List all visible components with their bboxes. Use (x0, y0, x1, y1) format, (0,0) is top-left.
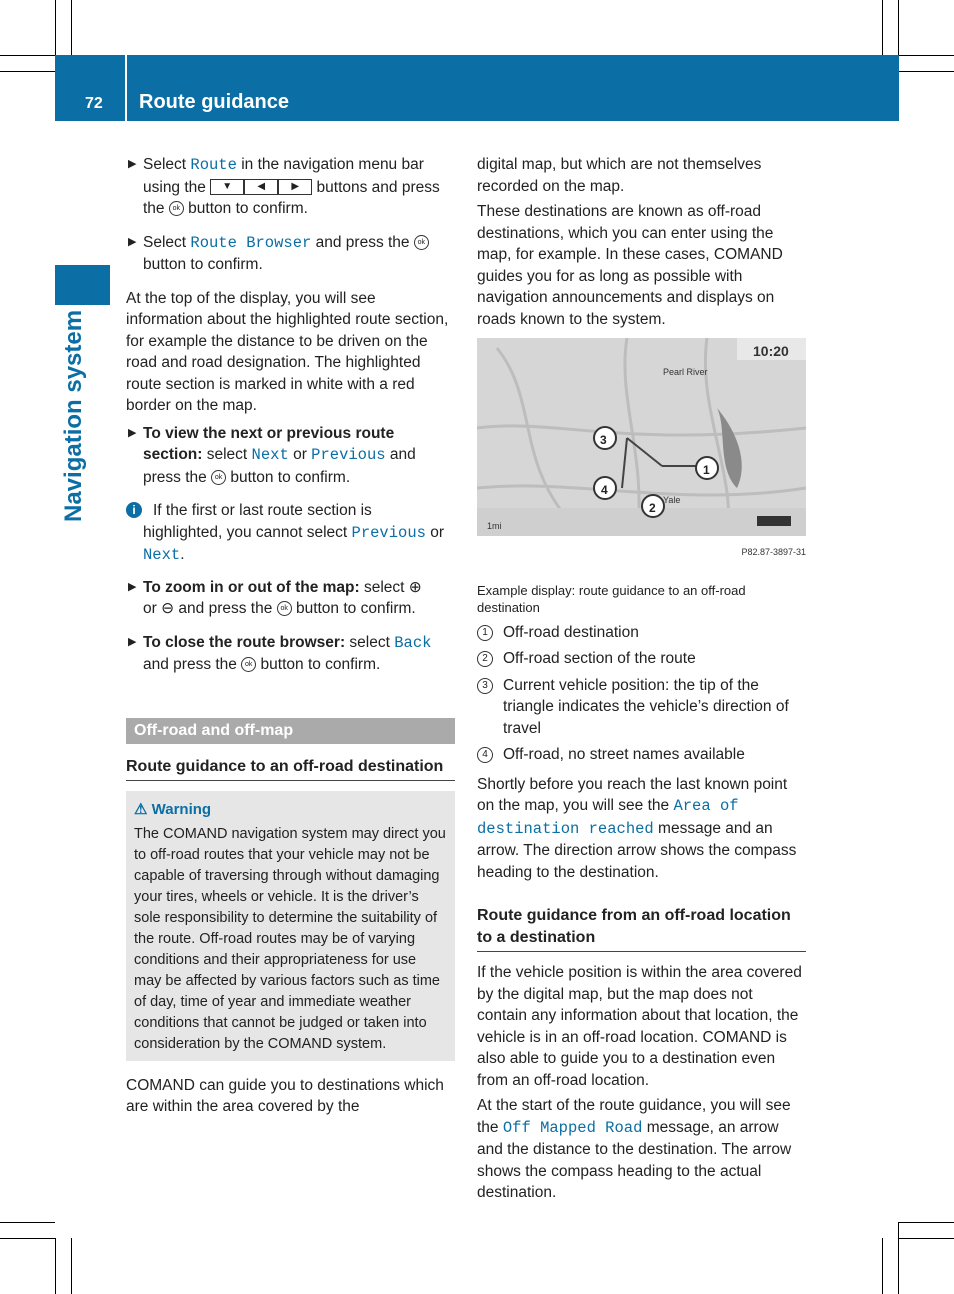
crop-mark (882, 0, 883, 55)
right-column (477, 154, 806, 1208)
instruction-close-browser (126, 632, 455, 676)
legend-number: 4 (477, 747, 493, 763)
map-marker-4: 4 (601, 483, 608, 497)
message-area-reached: Area of destination reached (477, 797, 739, 838)
crop-mark (899, 1238, 954, 1239)
message-off-mapped-road: Off Mapped Road (502, 1118, 643, 1137)
arrow-icon: ▶ (128, 235, 137, 248)
map-scale: 1mi (487, 521, 502, 531)
bold-text: To close the route browser: (143, 633, 346, 651)
text: button to confirm. (226, 468, 351, 486)
warning-header (134, 799, 447, 820)
text: If the first or last route section is highlighted, you cannot select (143, 502, 372, 541)
map-marker-3: 3 (600, 433, 607, 447)
crop-mark (899, 55, 954, 56)
text: button to confirm. (183, 200, 308, 217)
legend-item (477, 648, 806, 670)
text: and press the (311, 233, 414, 251)
map-caption: Example display: route guidance to an off-road destination (477, 582, 746, 615)
crop-mark (71, 0, 72, 55)
section-heading: Off-road and off-map (126, 718, 455, 744)
menu-previous: Previous (351, 523, 426, 542)
menu-back: Back (394, 633, 432, 652)
map-marker-2: 2 (649, 501, 656, 515)
crop-mark (898, 0, 899, 55)
text: select (202, 446, 252, 463)
arrow-icon: ▶ (128, 158, 137, 170)
crop-mark (0, 55, 55, 56)
instruction-next-previous (126, 423, 455, 489)
text: button to confirm. (143, 256, 263, 273)
instruction-zoom (126, 577, 455, 620)
right-button-icon: ▶ (278, 179, 312, 195)
crop-mark (899, 71, 954, 72)
side-label-text: Navigation system (60, 309, 87, 522)
crop-mark (0, 71, 55, 72)
warning-icon: ⚠ (134, 800, 148, 818)
left-button-icon: ◀ (244, 179, 278, 195)
legend-text: Off-road destination (503, 623, 639, 641)
text: and press the (143, 446, 416, 486)
text: buttons and press the (143, 178, 440, 217)
info-note (126, 500, 455, 567)
ok-button-icon: ok (241, 657, 256, 672)
map-town-yale: Yale (663, 495, 681, 505)
subheading-offroad-destination: Route guidance to an off-road destination (126, 756, 455, 781)
subheading-offroad-location: Route guidance from an off-road location to a destination (477, 905, 806, 952)
arrow-icon: ▶ (128, 426, 137, 439)
menu-next: Next (251, 446, 289, 464)
menu-route: Route (190, 156, 237, 174)
map-town-pearl-river: Pearl River (663, 367, 708, 377)
legend-item (477, 622, 806, 644)
ok-button-icon: ok (414, 235, 429, 250)
text: and press the (174, 600, 277, 617)
map-code: P82.87-3897-31 (741, 547, 806, 557)
text: Select (143, 156, 191, 173)
legend-text: Off-road section of the route (503, 650, 696, 667)
legend-number: 1 (477, 625, 493, 641)
bold-text: To zoom in or out of the map: (143, 578, 360, 596)
text: message and an arrow. The direction arrow shows the compass heading to the destination. (477, 819, 797, 881)
text: or (288, 446, 312, 463)
text: or (143, 600, 162, 617)
down-button-icon: ▼ (210, 179, 244, 195)
ok-button-icon: ok (169, 201, 184, 216)
paragraph-off-mapped-road (477, 1095, 806, 1204)
paragraph-area-reached (477, 774, 806, 884)
legend-item (477, 744, 806, 766)
text: in the navigation menu bar using the (143, 156, 424, 196)
crop-mark (0, 1238, 55, 1239)
paragraph-offroad-location: If the vehicle position is within the area covered by the digital map, but the map does not contain any information about that location, the vehicle is in an off-road location. COMAND is also able to guide you to a destination even from an off-road location. (477, 964, 802, 1089)
text: and press the (143, 656, 242, 673)
legend-text: Current vehicle position: the tip of the triangle indicates the vehicle’s direction of travel (503, 676, 789, 737)
warning-text: The COMAND navigation system may direct you to off-road routes that your vehicle may not be capable of traversing through without damaging your tires, wheels or vehicle. It is the driver’s sole responsibility to determine the suitability of the route. Off-road routes may be of varying conditions and their appropriateness for use may be affected by various factors such as time of day, time of year and immediate weather conditions that cannot be judged or taken into consideration by the COMAND system. (134, 825, 446, 1052)
paragraph-digital-map: digital map, but which are not themselves recorded on the map. (477, 156, 762, 195)
page-title: Route guidance (139, 91, 290, 113)
text: Shortly before you reach the last known point on the map, you will see the (477, 775, 788, 814)
menu-previous: Previous (311, 446, 386, 464)
warning-label: Warning (151, 800, 212, 818)
menu-route-browser: Route Browser (190, 233, 312, 252)
text: . (180, 546, 185, 563)
page-header (55, 55, 899, 121)
header-divider (125, 55, 127, 121)
legend-number: 2 (477, 651, 493, 667)
map-marker-1: 1 (703, 463, 710, 477)
zoom-in-icon: ⊕ (408, 578, 422, 596)
map-graphic (477, 338, 806, 536)
info-icon: i (126, 502, 142, 518)
left-column (126, 154, 455, 1122)
page-number: 72 (85, 95, 103, 112)
text: select (359, 578, 409, 596)
menu-next: Next (143, 546, 181, 564)
text: button to confirm. (291, 600, 416, 617)
zoom-out-icon: ⊖ (161, 600, 175, 617)
text: message, an arrow and the distance to the destination. The arrow shows the compass heading to the actual destination. (477, 1118, 792, 1201)
crop-mark (55, 1238, 56, 1294)
paragraph-comand-guide: COMAND can guide you to destinations which are within the area covered by the (126, 1076, 444, 1115)
crop-mark (899, 1222, 954, 1223)
instruction-select-route-browser (126, 232, 455, 276)
text: Select (143, 233, 191, 251)
paragraph-offroad-destinations: These destinations are known as off-road destinations, which you can enter using the map, for example. In these cases, COMAND guides you for as long as possible with navigation announcements and displays on roads known to the system. (477, 203, 783, 328)
map-time: 10:20 (753, 343, 789, 359)
crop-mark (0, 1222, 55, 1223)
arrow-icon: ▶ (128, 580, 137, 593)
text: select (345, 633, 395, 651)
text: button to confirm. (256, 656, 381, 673)
paragraph-display-info: At the top of the display, you will see information about the highlighted route section, for example the distance to be driven on the road and road designation. The highlighted route section is marked in white with a red border on the map. (126, 289, 449, 414)
text: At the start of the route guidance, you will see the (477, 1097, 791, 1136)
crop-mark (71, 1238, 72, 1294)
map-display (477, 338, 806, 536)
ok-button-icon: ok (277, 601, 292, 616)
warning-box (126, 791, 455, 1061)
side-tab (55, 265, 110, 305)
arrow-icon: ▶ (128, 635, 137, 648)
crop-mark (55, 0, 56, 55)
legend-number: 3 (477, 678, 493, 694)
crop-mark (882, 1238, 883, 1294)
bold-text: To view the next or previous route section: (143, 424, 395, 463)
instruction-select-route (126, 154, 455, 220)
text: or (425, 523, 445, 541)
ok-button-icon: ok (211, 470, 226, 485)
legend-text: Off-road, no street names available (503, 746, 745, 763)
crop-mark (898, 1222, 899, 1294)
legend-item (477, 675, 806, 740)
